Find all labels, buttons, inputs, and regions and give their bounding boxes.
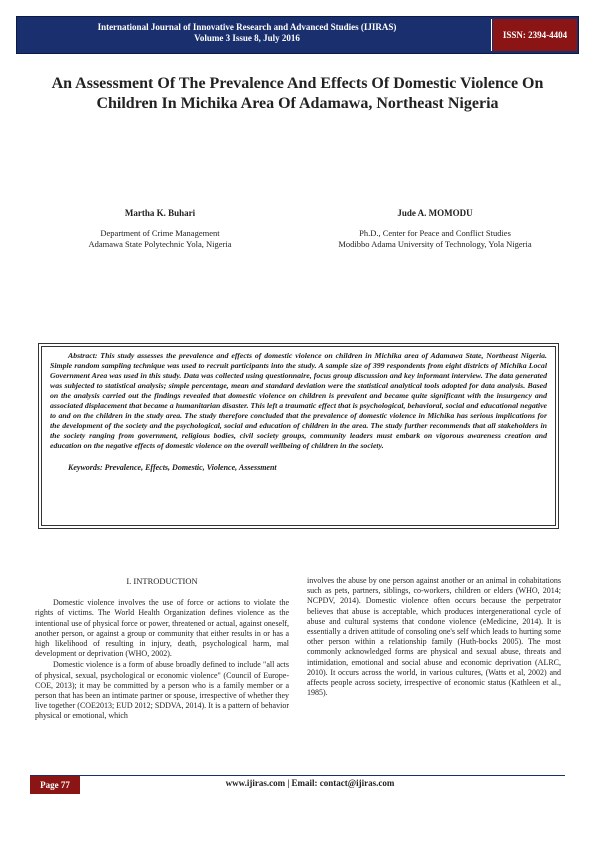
footer-rule [30, 775, 565, 776]
body-column-right [307, 576, 561, 699]
body-paragraph: Domestic violence is a form of abuse broadly defined to include "all acts of physical, sexual, psychological or economic violence" (Council of Europe-COE, 2013); it may be committed by a person who is a family member or a person that has been an intimate partner or spouse, irrespective of whether they live together (COE2013; EUD 2012; SDDVA, 2014). It is a pattern of behavior physical or emotional, which [35, 660, 289, 721]
paper-title: An Assessment Of The Prevalence And Effects Of Domestic Violence On Children In Michika Area Of Adamawa, Northeast Nigeria [51, 75, 544, 112]
body-paragraph: Domestic violence involves the use of force or actions to violate the rights of victims. The World Health Organization defines violence as the intentional use of physical force or power, threatened or actual, against oneself, another person, or against a group or community that either results in or has a high likelihood of resulting in injury, death, psychological harm, mal development or deprivation (WHO, 2002). [35, 598, 289, 659]
journal-name: International Journal of Innovative Research and Advanced Studies (IJIRAS) [97, 22, 397, 32]
footer-contact: www.ijiras.com | Email: contact@ijiras.com [225, 778, 395, 788]
journal-volume: Volume 3 Issue 8, July 2016 [194, 33, 300, 43]
author-name: Jude A. MOMODU [397, 208, 473, 218]
journal-header-title [17, 22, 477, 44]
header-divider [491, 19, 492, 51]
author-affiliation-line: Modibbo Adama University of Technology, Yola Nigeria [338, 239, 532, 249]
keywords: Keywords: Prevalence, Effects, Domestic, Violence, Assessment [68, 463, 277, 472]
page-number-badge: Page 77 [30, 776, 80, 794]
abstract-inner-frame [41, 346, 556, 526]
section-heading-introduction: I. INTRODUCTION [126, 576, 198, 586]
author-affiliation-line: Ph.D., Center for Peace and Conflict Studies [359, 228, 511, 238]
body-column-left [35, 576, 289, 723]
abstract-text: Abstract: This study assesses the prevalence and effects of domestic violence on children in Michika area of Adamawa State, Northeast Nigeria. Simple random sampling technique was used to recruit participants into the study. A sample size of 399 respondents from eight districts of Michika Local Government Area was used in this study. Data was collected using questionnaire, focus group discussion and key informant interview. The data generated was subjected to statistical analysis; simple percentage, mean and standard deviation were the statistical analytical tools adopted for data analysis. Based on the analysis carried out the findings revealed that domestic violence on children is prevalent and became quite significant with the insurgency and associated displacement that became a humanitarian disaster. This left a traumatic effect that is psychological, behavioral, social and educational negative to and on the children in the study area. The study therefore concluded that the prevalence of domestic violence in Michika has serious implications for the development of the society and the psychological, social and education of children in the area. The study further recommends that all stakeholders in the society ranging from government, religious bodies, civil society groups, community leaders must embark on vigorous awareness creation and education on the negative effects of domestic violence on the overall wellbeing of children in the society. [50, 351, 547, 450]
journal-header-band [16, 16, 579, 54]
author-block-2 [320, 208, 550, 250]
author-name: Martha K. Buhari [124, 208, 196, 218]
abstract-box [38, 343, 559, 529]
issn-badge: ISSN: 2394-4404 [493, 19, 577, 51]
author-affiliation-line: Department of Crime Management [100, 228, 220, 238]
author-affiliation-line: Adamawa State Polytechnic Yola, Nigeria [88, 239, 232, 249]
author-block-1 [60, 208, 260, 250]
body-paragraph: involves the abuse by one person against another or an animal in cohabitations such as pets, partners, siblings, co-workers, children or elders (WHO, 2014; NCPDV, 2014). Domestic violence often occurs because the perpetrator believes that abuse is acceptable, which produces intergenerational cycle of abuse and cultural systems that condone violence (eMedicine, 2014). It is essentially a driven attitude of consoling one's self which leads to hurting some other person within a relationship family (Huth-bocks 2005). The most commonly acknowledged forms are physical and sexual abuse, threats and intimidation, emotional and social abuse and economic deprivation (ALRC, 2010). It occurs across the world, in various cultures, (Watts et al, 2002) and affects people across society, irrespective of economic status (Kathleen et al., 1985). [307, 576, 561, 698]
